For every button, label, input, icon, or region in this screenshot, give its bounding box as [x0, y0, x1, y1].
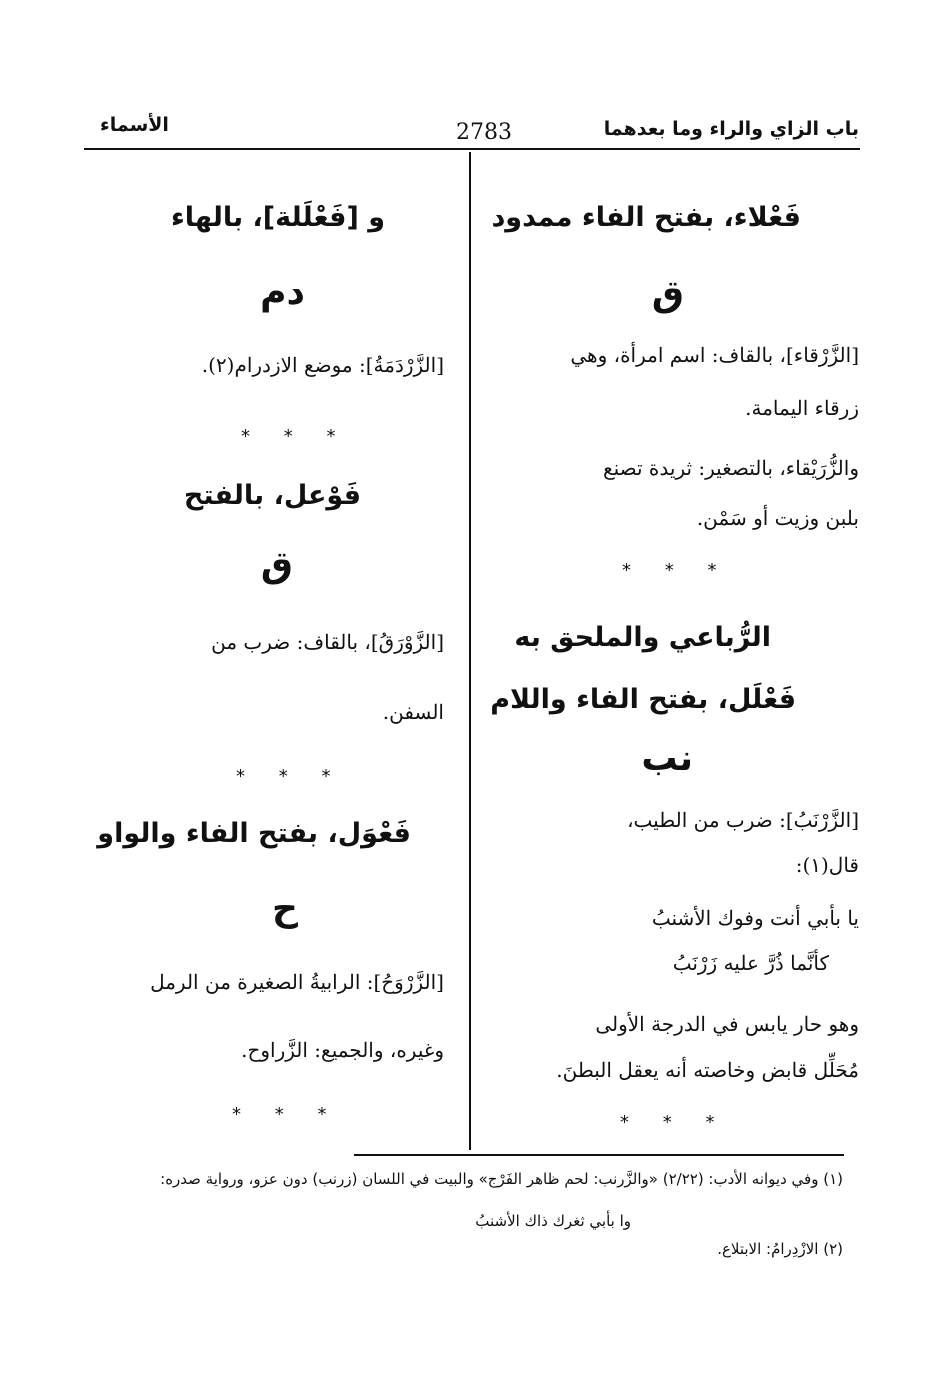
entry-text: والزُّرَيْقاء، بالتصغير: ثريدة تصنع [602, 456, 859, 480]
entry-text: وغيره، والجميع: الزَّراوح. [241, 1038, 444, 1062]
header-rule [84, 148, 860, 150]
entry-text: [الزَّرْوَحُ]: الرابيةُ الصغيرة من الرمل [150, 970, 444, 994]
footnote-rule [354, 1154, 844, 1156]
root-letter-heading: ق [260, 545, 293, 586]
pattern-heading: و [فَعْلَلة]، بالهاء [170, 202, 385, 233]
section-heading: الرُّباعي والملحق به [514, 622, 771, 653]
entry-text: [الزَّرْقاء]، بالقاف: اسم امرأة، وهي [570, 343, 859, 367]
verse-line: يا بأبي أنت وفوك الأشنبُ [651, 906, 859, 930]
section-separator: * * * [622, 560, 731, 581]
entry-text: مُحَلِّل قابض وخاصته أنه يعقل البطنَ. [556, 1058, 859, 1082]
pattern-heading: فَعْلاء، بفتح الفاء ممدود [491, 202, 801, 233]
verse-line: كأنَّما ذُرَّ عليه زَرْنَبُ [672, 951, 829, 975]
section-separator: * * * [232, 1104, 341, 1125]
root-letter-heading: ق [651, 274, 684, 315]
footnote-1-verse: وا بأبي ثغرك ذاك الأشنبُ [475, 1212, 631, 1230]
page-number: 2783 [456, 120, 512, 145]
entry-text: [الزَّوْرَقُ]، بالقاف: ضرب من [211, 630, 444, 654]
footnote-1: (١) وفي ديوانه الأدب: (٢/٢٢) «والزَّرنب: لحم ظاهر الفَرْج» والبيت في اللسان (زرنب) دون عزو، ورواية صدره: [160, 1170, 843, 1188]
entry-text: قال(١): [795, 853, 859, 877]
entry-text: [الزَّرْدَمَةُ]: موضع الازدرام(٢). [201, 353, 444, 377]
entry-text: [الزَّرْنَبُ]: ضرب من الطيب، [627, 808, 859, 832]
entry-text: بلبن وزيت أو سَمْن. [696, 506, 859, 530]
pattern-heading: فَعْوَل، بفتح الفاء والواو [97, 818, 411, 849]
pattern-heading: فَوْعل، بالفتح [183, 480, 361, 511]
root-letter-heading: دم [260, 272, 305, 313]
section-separator: * * * [241, 426, 350, 447]
section-separator: * * * [236, 766, 345, 787]
pattern-heading: فَعْلَل، بفتح الفاء واللام [490, 684, 796, 715]
entry-text: زرقاء اليمامة. [745, 396, 859, 420]
root-letter-heading: نب [641, 738, 693, 779]
root-letter-heading: ح [272, 888, 298, 929]
footnote-2: (٢) الازْدِرامُ: الابتلاع. [717, 1240, 843, 1258]
entry-text: وهو حار يابس في الدرجة الأولى [595, 1012, 859, 1036]
running-head-right: باب الزاي والراء وما بعدهما [603, 118, 859, 140]
section-separator: * * * [620, 1112, 729, 1133]
entry-text: السفن. [382, 700, 444, 724]
running-head-left: الأسماء [100, 114, 169, 136]
column-divider [469, 152, 471, 1150]
